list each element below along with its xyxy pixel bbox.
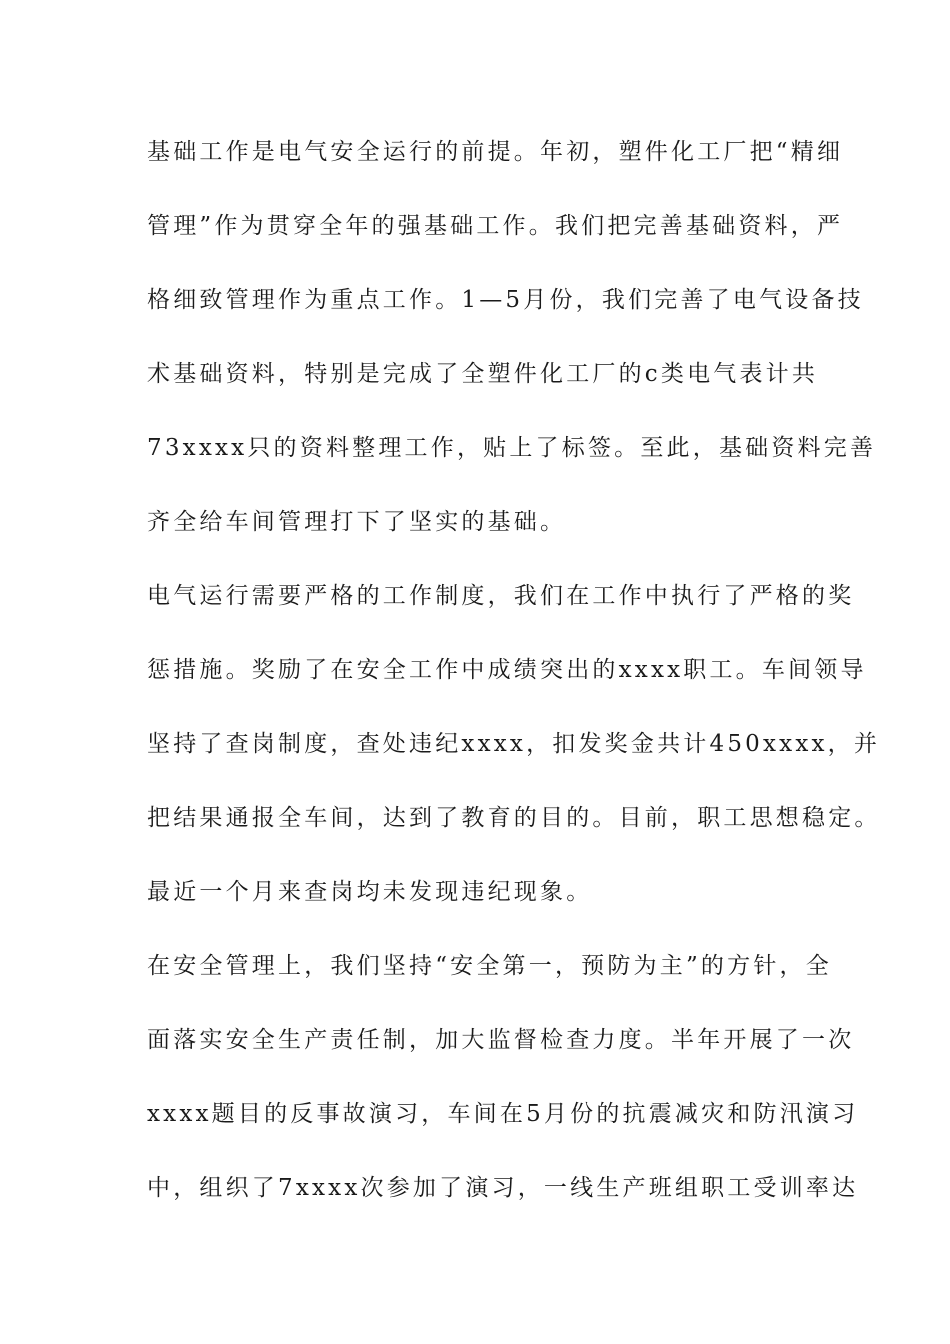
paragraph-2-line-2: 惩措施。奖励了在安全工作中成绩突出的xxxx职工。车间领导 [147,657,867,683]
paragraph-1-line-2: 管理”作为贯穿全年的强基础工作。我们把完善基础资料，严 [147,213,844,239]
paragraph-3-line-2: 面落实安全生产责任制，加大监督检查力度。半年开展了一次 [147,1027,855,1053]
paragraph-1-line-5: 73xxxx只的资料整理工作，贴上了标签。至此，基础资料完善 [147,435,877,461]
paragraph-3-line-4: 中，组织了7xxxx次参加了演习，一线生产班组职工受训率达 [147,1175,859,1201]
paragraph-2-line-1: 电气运行需要严格的工作制度，我们在工作中执行了严格的奖 [147,583,855,609]
paragraph-3-line-1: 在安全管理上，我们坚持“安全第一，预防为主”的方针，全 [147,953,832,979]
paragraph-2-line-5: 最近一个月来查岗均未发现违纪现象。 [147,879,593,905]
paragraph-1-line-3: 格细致管理作为重点工作。1—5月份，我们完善了电气设备技 [147,287,864,313]
paragraph-3-line-3: xxxx题目的反事故演习，车间在5月份的抗震减灾和防汛演习 [147,1101,859,1127]
paragraph-2-line-3: 坚持了查岗制度，查处违纪xxxx，扣发奖金共计450xxxx，并 [147,731,881,757]
paragraph-1-line-1: 基础工作是电气安全运行的前提。年初，塑件化工厂把“精细 [147,139,844,165]
paragraph-2-line-4: 把结果通报全车间，达到了教育的目的。目前，职工思想稳定。 [147,805,881,831]
paragraph-1-line-4: 术基础资料，特别是完成了全塑件化工厂的c类电气表计共 [147,361,819,387]
paragraph-1-line-6: 齐全给车间管理打下了坚实的基础。 [147,509,567,535]
